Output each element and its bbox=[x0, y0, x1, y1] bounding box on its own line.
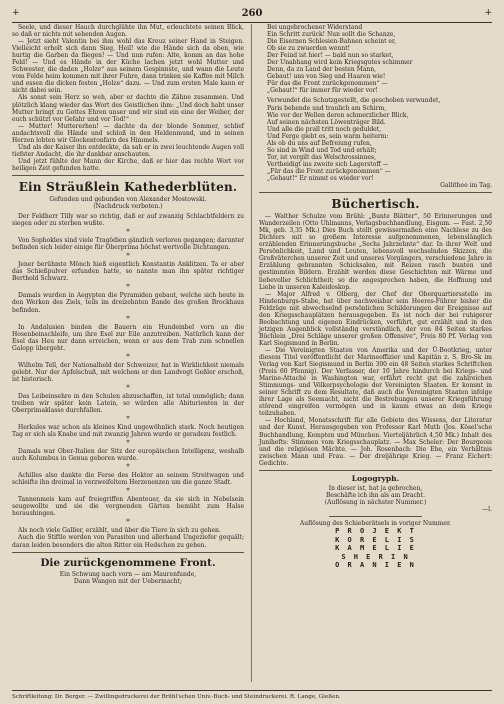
page-header bbox=[12, 6, 492, 23]
poem-line: Bei ungebrochener Widerstand bbox=[267, 24, 363, 31]
poem-line: Ein Schritt zurück! Nun sollt die Schanze, bbox=[267, 31, 396, 39]
poem-signature: Gallitheo im Tag. bbox=[440, 182, 492, 190]
section-divider bbox=[12, 175, 244, 176]
header-side-mark-right: + bbox=[484, 8, 492, 18]
separator-star: * bbox=[126, 252, 130, 261]
poem-line: Als ob du uns auf Befreiung rufen, bbox=[267, 139, 372, 147]
book-review: — Die Vereinigten Staaten von Amerika und der Ü-Bootkrieg, unter diesem Titel veröffentlicht der Marineoffizier und Kapitän z. S. Bro-Sk im Verlag von Karl Siegismund in Berlin 300 ein 48 Seiten starkes Schriftchen (Preis 60 Pfennig). Der Verfasser, der 10 Jahre hindurch bei Kriegs- und Marine-Attaché in Washington war, erfährt recht gut die zahlreichen Stimmungs- und Völkerpsychologie der Vereinigten Staaten. Er kommt in seiner Schrift zu dem Resultate, daß auch die Vereinigten Staaten infolge ihrer Lage als Seemacht, nicht die Bestrebungen unserer Kriegsführung störend eingreifen vermögen und in kaum etwas an dem Kriege teilzuhaben. bbox=[259, 346, 492, 418]
story-paragraph: Und als der Kaiser ihn entdeckte, da sah er in zwei leuchtende Augen voll tiefster Andacht, die ihr dankbar anschauten. bbox=[12, 143, 244, 158]
separator-star: * bbox=[126, 352, 130, 361]
logogriph-line: In dieser ist, hat ja gebrochen, bbox=[328, 484, 423, 492]
blooper-item: Auch die Stiftle werden von Parasiten und allerhand Ungeziefer gequält; daran leiden besonders die alten Ritter ein Hedschen zu gehen. bbox=[12, 534, 244, 549]
poem-line: Gebaut! uns von Sieg und Haaren wie! bbox=[267, 73, 386, 81]
story-paragraph: Seele, und dieser Hauch durchglühte ihn Mut, erleuchtete seinen Blick, so daß er nichts mit sehenden Augen. bbox=[12, 24, 244, 39]
section-divider bbox=[259, 192, 492, 193]
section-divider bbox=[329, 516, 422, 517]
solution-grid bbox=[259, 527, 492, 570]
poem-title: Die zurückgenommene Front. bbox=[40, 556, 216, 569]
poem-line: „Gebaut!“ für immer für wieder vor! bbox=[267, 87, 378, 95]
separator-star: * bbox=[126, 487, 130, 496]
blooper-item: Das Leibeinsehre in den Schulen abzuschaffen, ist total unmöglich; dann treiben wir später kein Latein, so würden alle Abiturienten in der Oberprimaklasse durchfallen. bbox=[12, 392, 244, 414]
logogriph-title: Logogryph. bbox=[351, 473, 400, 483]
story-paragraph: — Jetzt sieht Valentin bei ihm wohl das Kreuz seiner Hand in Steigen. Vielleicht erholt sich dann Sieg, Heil! wie die Hände sich da oben, wie hurtig die Garben da fliegen! — Und nun rufen: Alte, komm an das hohe Feld! — Und es Hände in der Küche lachen jetzt wohl Mutter und Schwester, die daden „Holze“ aus seinem Gespinnste, und wann die Leute vom Felde heim kommen mit ihrer Fuhre, dann trinken sie Kaffee mit Milch und essen die dicken festen „Holze“ dazu. — Und zum ersten Male kann er nicht dabei sein. bbox=[12, 38, 244, 95]
solution-row: P R O J E K T bbox=[335, 527, 416, 535]
separator-star: * bbox=[126, 463, 130, 472]
blooper-item: Damals war Ober-Italien der Sitz der europäischen Intelligenz, weshalb auch Kolumbus in Genua geboren wurde. bbox=[12, 448, 244, 463]
book-review: — Major Alfred v. Olberg, der Chef der Oberquartiersstelle im Hindenburgs-Stabe, hat über nachweisbar sein Heeres-Führer bisher die Feldzüge mit abwechselnd persönlichen Schilderungen der Ereignisse auf den Kriegsschauplätzen herausgegeben. Es ist noch der bei ruhigerer Beobachtung und eigenen Eindrücken, verführt, gut erzählt und in den jetzigen Augenblick vollständig verständlich, der von 84 Seiten starkes Büchlein „Drei Schläge unserer großen Offensive“, Preis 80 Pf. Verlag von Karl Siegismund in Berlin. bbox=[259, 290, 492, 347]
section-divider bbox=[259, 470, 492, 471]
separator-star: * bbox=[126, 518, 130, 527]
solution-row: O R A N I E N bbox=[335, 561, 416, 569]
solution-row: K A M E L I E bbox=[335, 544, 416, 552]
poem-line: „Für das die Front zurückgenommen“ — bbox=[267, 167, 391, 175]
blooper-item: Herkules war schon als kleines Kind ungewöhnlich stark. Noch heutigen Tag er sich als Knabe und mit zwanzig Jahren wurde er geradezu festlich. bbox=[12, 424, 244, 439]
columns bbox=[12, 24, 492, 682]
poem-line: Ein Schwung nach vorn — am Maurenfunde, bbox=[59, 570, 197, 578]
poem-line: Ob sie zu zwuerden wennt! bbox=[267, 45, 351, 53]
separator-star: * bbox=[126, 314, 130, 323]
story-paragraph: — Mutter! Muttererhen! — dachte da der blonde Sommer, schlief andachtsvoll die Hände und schloß in den Heldenmund, und in seinen Herzen lobten wir Glockentonfarn des Himmels. bbox=[12, 122, 244, 144]
separator-star: * bbox=[126, 228, 130, 237]
blooper-item: Von Sophokles sind viele Tragödien gänzlich verloren gegangen; darunter befinden sich leider einige für Oberprima höchst wertvolle Dichtungen. bbox=[12, 237, 244, 252]
poem-line: Für das die Front zurückgenommen“ — bbox=[267, 80, 388, 88]
separator-star: * bbox=[126, 439, 130, 448]
story-paragraph: Als sonst sein Herz so weh, aber er dachte die Zähne zusammen. Und plötzlich klang wieder das Wort des Geistlichen ihm: „Und doch habt unser Mutter bringt zu Gottes Ehren unser und wir sind ein eine der Weiber, der euch schützt vor Gefahr und vor Tod!“ bbox=[12, 94, 244, 123]
blooper-item: Wilhelm Tell, der Nationalheld der Schweizer, hat in Wirklichkeit niemals gelebt. Nur der Apfelschuß, mit welchem er den Landvogt Geßler erschoß, ist historisch. bbox=[12, 361, 244, 383]
poem-line: „Gebaut!“ Er nimmt es wieder vor! bbox=[267, 174, 374, 182]
poem-line: Der Feind ist hier! — bald nun so starket, bbox=[267, 52, 394, 60]
solution-row: S H E R I N bbox=[341, 552, 410, 561]
poem-line: Auf seinen nächsten Löwenträger Bild. bbox=[267, 118, 386, 126]
poem-line: Vertheidigt ins zweite sich Lagerstoff — bbox=[267, 160, 389, 168]
separator-star: * bbox=[126, 415, 130, 424]
poem-line: Der Unabhang wird kein Kriegsgutes schimmer bbox=[267, 59, 413, 67]
blooper-item: Tannenmeis kam auf freiegriffen Abenteuer, da sie sich in Nebelsein seugewollte und sie die vergnenden Gärten bemüht zum Halse heraushingen. bbox=[12, 496, 244, 518]
solution-row: K O R E L I S bbox=[335, 535, 416, 544]
header-side-mark: + bbox=[12, 8, 20, 18]
left-column bbox=[12, 24, 252, 682]
page-footer: Schriftleitung: Dr. Berger. — Zwillingsdruckerei der Brühl'schen Univ.-Buch- und Steindruckerei. R. Lange, Gießen. bbox=[12, 690, 492, 700]
solution-title: Auflösung des Schieberätsels in voriger Nummer. bbox=[299, 519, 452, 527]
poem-line: Denn, da zu Land der besten Mann, bbox=[267, 66, 377, 74]
separator-star: * bbox=[126, 383, 130, 392]
logogriph-author: —l. bbox=[482, 505, 492, 513]
book-review: — Walther Schulze vom Brühl: „Bunte Blätter“, 50 Erinnerungen und Wanderzeilen (Otto Uhlmanns, Verlagsbuchhandlung, Eisgum. — Fast. 2,50 Mk, geb. 3,35 Mk.) Dies Buch stellt gewissermaßen eine Nachlese zu des Dichters mit so großem Interesse aufgenommenen, lebenslänglich erzählenden Erinnerungsbuche „Sechs Jahrzehnte“ dar. In ihrer Welt und Persönlichkeit, Land und Leuten, lebensvoll wechselnden Skizzen, die Großväterchen unserer Zeit und unseres Vorgängers, verschiedene Jahre in Erzählung gebrannten Schicksalen, mit Reizen rasch bunten und gestimmten Bildern. Erzählt werden diese Geschichten mit Wärme und liebevoller Schlichtheit; so die angesprochen haben, die Hoffnung und Liebe in unseren Kaleidoskop. bbox=[259, 213, 492, 291]
poem-line: So sind in Wind und Tod und erhält; bbox=[267, 146, 377, 154]
section-title: Büchertisch. bbox=[331, 197, 420, 212]
section-divider bbox=[12, 552, 244, 553]
right-column bbox=[252, 24, 492, 682]
blooper-item: Damals wurden in Aegypten die Pyramiden gebaut, welche sich heute in den Werken des Ziels, teils im dreizehnten Bande des großen Brockhaus befinden. bbox=[12, 292, 244, 314]
story-paragraph: Und jetzt fühlte der Mann der Kirche, daß er hier das rechte Wort vor heiligen Zeit gefunden hatte. bbox=[12, 157, 244, 172]
logogriph-line: Beschäfte ich ihn als am Dracht. bbox=[326, 491, 425, 499]
separator-star: * bbox=[126, 283, 130, 292]
poem-line: Dann Wangen mit der Uebermacht; bbox=[73, 577, 183, 585]
poem-line: Tor, ist vergilt das Welschrossinnes, bbox=[267, 153, 376, 161]
section-title: Ein Sträußlein Kathederblüten. bbox=[18, 179, 238, 194]
poem-line: Und Ferge giebt es, sein warm heiterm: bbox=[267, 132, 389, 140]
poem-line: Und alle die prall tritt noch geduldet, bbox=[267, 125, 382, 133]
blooper-item: Als noch viele Gallier, erzählt, und über die Tiere in sich zu gehen. bbox=[18, 527, 221, 535]
book-review: — Hochland, Monatsschrift für alle Gebiete des Wissens, der Literatur und der Kunst. Herausgegeben von Professor Karl Muth (Jos. Kösel'sche Buchhandlung, Kempten und München. Vierteljährlich 4,50 Mk.) Inhalt des Junihefts: Stimmen vom Kriegsschauplatz. — Max Scheler: Der Bourgeois und die religiösen Mächte. — Joh. Rosenbach: Die Ehe, ein Verhältnis zwischen Mann und Frau. — Der dreijährige Krieg. — Franz Eichert: Gedichte. bbox=[259, 417, 492, 467]
blooper-item: Der Feldherr Tilly war so richtig, daß er auf zwanzig Schlachtfeldern zu siegen oder zu sterben wußte. bbox=[12, 213, 244, 228]
logogriph-note: (Auflösung in nächster Nummer.) bbox=[324, 498, 427, 506]
section-note: (Nachdruck verboten.) bbox=[93, 203, 163, 211]
poem-line: Paris behende und traulich am Schirm, bbox=[267, 104, 387, 112]
blooper-item: Jener berühmte Mönch hieß eigentlich Konstantin Anklitzen. Ta er aber das Schießpulver erfunden hatte, so nannte man ihn später richtiger Berthold Schwarz. bbox=[12, 261, 244, 283]
blooper-item: In Andalusien binden die Bauern ein Hundeinbel vorn an die Hosenbeinschleife, um ihre Esel zur Eile anzutreiben. Natürlich kann der Esel das Heu nur dann erreichen, wenn er aus dem Trab zum schnellen Galopp übergeht. bbox=[12, 323, 244, 352]
poem-line: Wie vor der Wellen deren schmerzlicher Blick, bbox=[267, 111, 409, 119]
blooper-item: Achilles also dankte die Ferse des Hektor an seinem Streitwagen und schleifte ihn dreimal in verzweifeltem Herzenenzen um die ganze Stadt. bbox=[12, 472, 244, 487]
page-number: 260 bbox=[241, 7, 263, 19]
section-subtitle: Gefunden und gebunden von Alexander Mostowski. bbox=[49, 195, 207, 203]
poem-line: Die Eisernen Schlesien-Bahnen scheint er, bbox=[267, 38, 397, 46]
poem-line: Verwundet die Schutzgestellt, die geschoben verwundet, bbox=[267, 97, 441, 105]
